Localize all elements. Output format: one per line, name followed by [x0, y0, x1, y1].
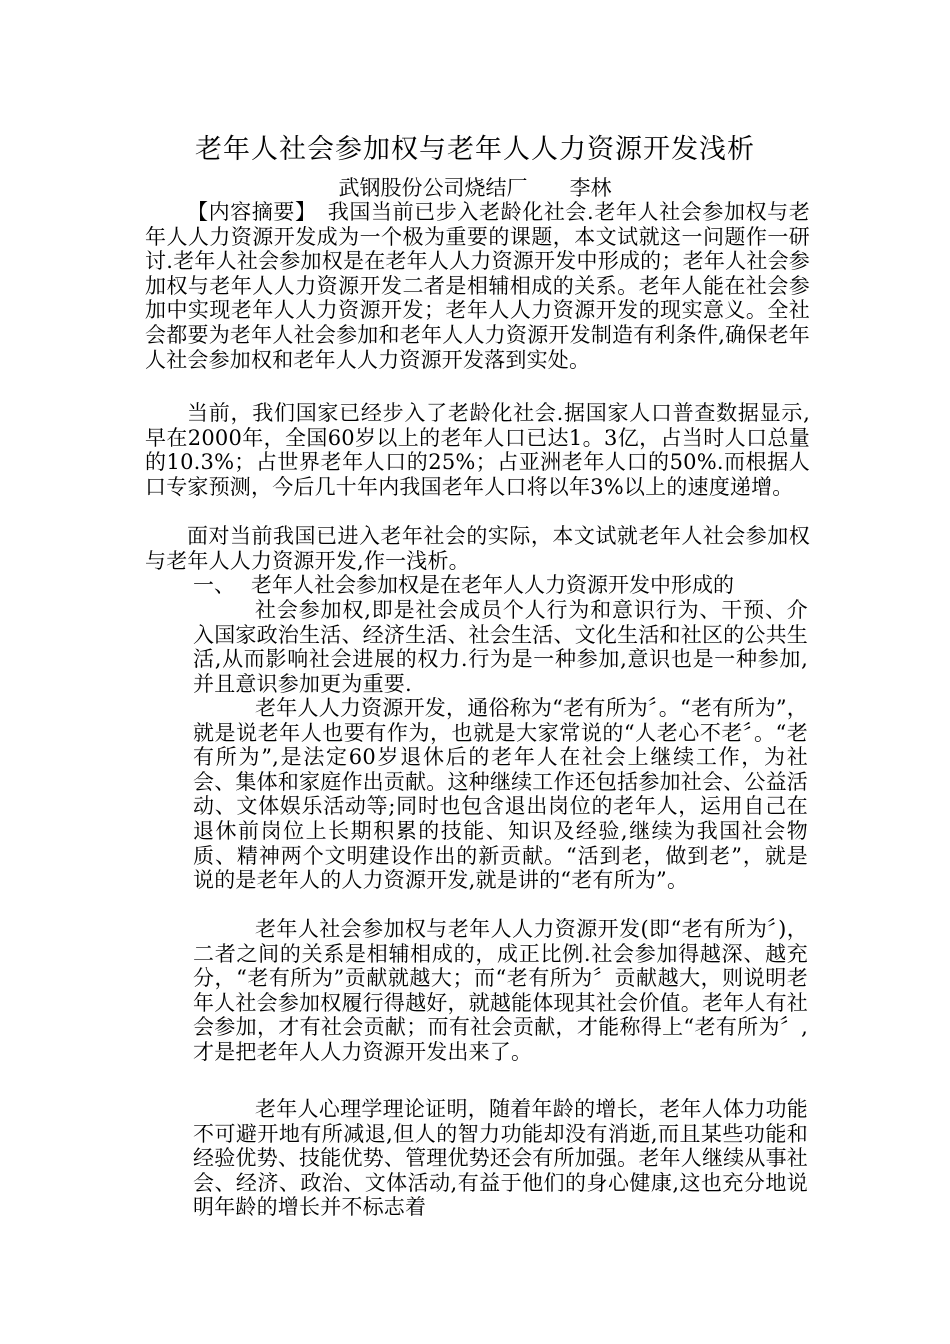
section-1-paragraph-1: 社会参加权,即是社会成员个人行为和意识行为、干预、介入国家政治生活、经济生活、社会生活、文化生活和社区的公共生活,从而影响社会进展的权力.行为是一种参加,意识也是一种参加,并且意识参加更为重要.: [193, 598, 808, 696]
document-title: 老年人社会参加权与老年人人力资源开发浅析: [195, 134, 755, 165]
abstract-paragraph: 【内容摘要】 我国当前已步入老龄化社会.老年人社会参加权与老年人人力资源开发成为一个极为重要的课题，本文试就这一问题作一研讨.老年人社会参加权是在老年人人力资源开发中形成的；老年人社会参加权与老年人人力资源开发二者是相辅相成的关系。老年人能在社会参加中实现老年人人力资源开发；老年人人力资源开发的现实意义。全社会都要为老年人社会参加和老年人人力资源开发制造有利条件,确保老年人社会参加权和老年人人力资源开发落到实处。: [145, 200, 810, 372]
section-1-paragraph-3: 老年人社会参加权与老年人人力资源开发(即“老有所为〞)，二者之间的关系是相辅相成的，成正比例.社会参加得越深、越充分，“老有所为”贡献就越大；而“老有所为〞贡献越大，则说明老年人社会参加权履行得越好，就越能体现其社会价值。老年人有社会参加，才有社会贡献；而有社会贡献，才能称得上“老有所为〞,才是把老年人人力资源开发出来了。: [193, 917, 808, 1064]
section-1-paragraph-4: 老年人心理学理论证明，随着年龄的增长，老年人体力功能不可避开地有所减退,但人的智力功能却没有消逝,而且某些功能和经验优势、技能优势、管理优势还会有所加强。老年人继续从事社会、经济、政治、文体活动,有益于他们的身心健康,这也充分地说明年龄的增长并不标志着: [193, 1097, 808, 1220]
intro-paragraph-2: 面对当前我国已进入老年社会的实际，本文试就老年人社会参加权与老年人人力资源开发,作一浅析。: [145, 524, 810, 573]
section-1-title: 老年人社会参加权是在老年人人力资源开发中形成的: [251, 573, 734, 597]
intro-paragraph-1: 当前，我们国家已经步入了老龄化社会.据国家人口普查数据显示,早在2000年，全国60岁以上的老年人口已达1。3亿，占当时人口总量的10.3%；占世界老年人口的25%；占亚洲老年人口的50%.而根据人口专家预测，今后几十年内我国老年人口将以年3%以上的速度递增。: [145, 401, 810, 499]
section-1-heading: [193, 573, 808, 598]
section-1-paragraph-2: 老年人人力资源开发，通俗称为“老有所为〞。“老有所为”，就是说老年人也要有作为，也就是大家常说的“人老心不老〞。“老有所为”,是法定60岁退休后的老年人在社会上继续工作，为社会、集体和家庭作出贡献。这种继续工作还包括参加社会、公益活动、文体娱乐活动等;同时也包含退出岗位的老年人，运用自己在退休前岗位上长期积累的技能、知识及经验,继续为我国社会物质、精神两个文明建设作出的新贡献。“活到老，做到老”，就是说的是老年人的人力资源开发,就是讲的“老有所为”。: [193, 696, 808, 893]
author-line: 武钢股份公司烧结厂 李林: [338, 176, 612, 200]
section-1-number: 一、: [193, 573, 235, 597]
